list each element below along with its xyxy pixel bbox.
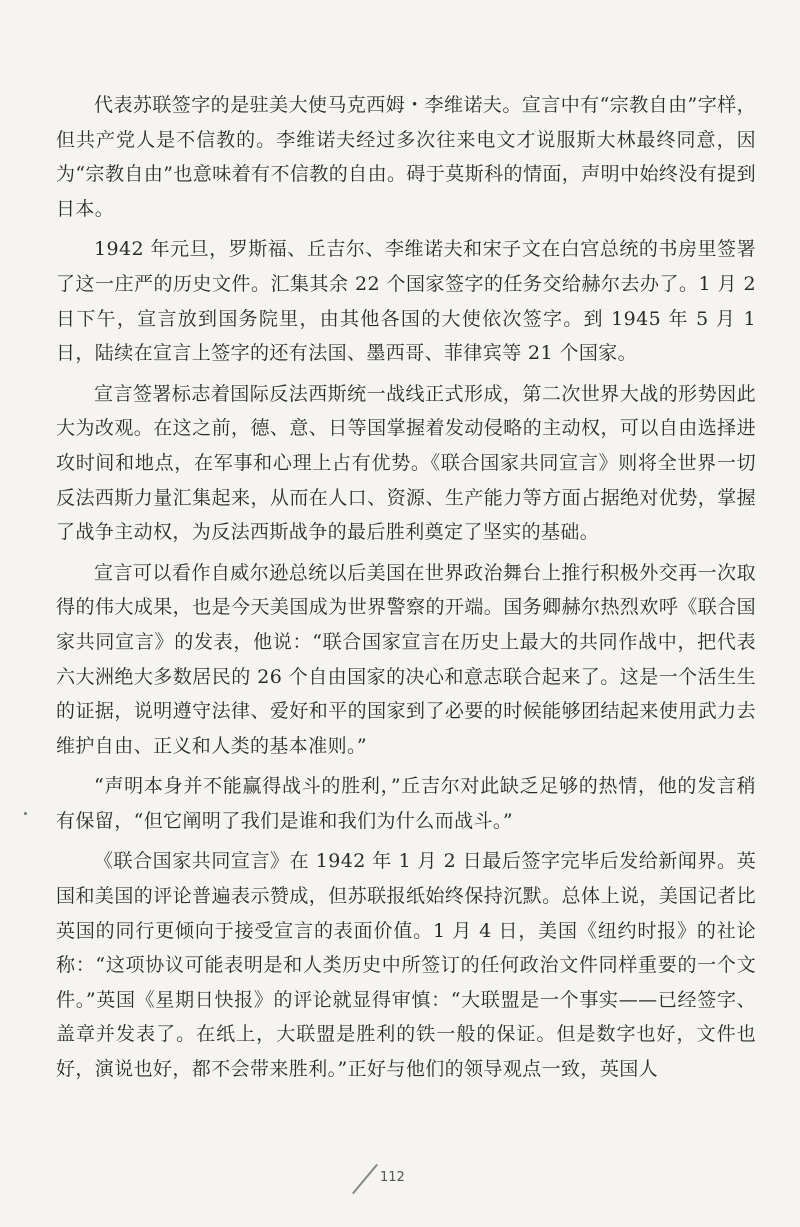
paragraph: 宣言可以看作自威尔逊总统以后美国在世界政治舞台上推行积极外交再一次取得的伟大成果，也是今天美国成为世界警察的开端。国务卿赫尔热烈欢呼《联合国家共同宣言》的发表，他说：“联合国家宣言在历史上最大的共同作战中，把代表六大洲绝大多数居民的 26 个自由国家的决心和意志联合起来了。这是一个活生生的证据，说明遵守法律、爱好和平的国家到了必要的时候能够团结起来使用武力去维护自由、正义和人类的基本准则。” bbox=[56, 561, 756, 757]
paragraph: 宣言签署标志着国际反法西斯统一战线正式形成，第二次世界大战的形势因此大为改观。在这之前，德、意、日等国掌握着发动侵略的主动权，可以自由选择进攻时间和地点，在军事和心理上占有优势。《联合国家共同宣言》则将全世界一切反法西斯力量汇集起来，从而在人口、资源、生产能力等方面占据绝对优势，掌握了战争主动权，为反法西斯战争的最后胜利奠定了坚实的基础。 bbox=[56, 382, 756, 544]
page-number-slash-decoration bbox=[352, 1164, 378, 1194]
paragraph: 《联合国家共同宣言》在 1942 年 1 月 2 日最后签字完毕后发给新闻界。英国和美国的评论普遍表示赞成，但苏联报纸始终保持沉默。总体上说，美国记者比英国的同行更倾向于接受宣言的表面价值。1 月 4 日，美国《纽约时报》的社论称：“这项协议可能表明是和人类历史中所签订的任何政治文件同样重要的一个文件。”英国《星期日快报》的评论就显得审慎：“大联盟是一个事实——已经签字、盖章并发表了。在纸上，大联盟是胜利的铁一般的保证。但是数字也好，文件也好，演说也好，都不会带来胜利。”正好与他们的领导观点一致，英国人 bbox=[56, 850, 756, 1081]
paragraph: 代表苏联签字的是驻美大使马克西姆・李维诺夫。宣言中有“宗教自由”字样，但共产党人是不信教的。李维诺夫经过多次往来电文才说服斯大林最终同意，因为“宗教自由”也意味着有不信教的自由。碍于莫斯科的情面，声明中始终没有提到日本。 bbox=[56, 94, 756, 220]
page-number: 112 bbox=[380, 1170, 405, 1185]
page-body bbox=[56, 88, 756, 1093]
page-footer bbox=[0, 1156, 800, 1196]
paragraph: “声明本身并不能赢得战斗的胜利，”丘吉尔对此缺乏足够的热情，他的发言稍有保留，“但它阐明了我们是谁和我们为什么而战斗。” bbox=[56, 775, 756, 832]
scan-speck bbox=[24, 812, 27, 815]
paragraph: 1942 年元旦，罗斯福、丘吉尔、李维诺夫和宋子文在白宫总统的书房里签署了这一庄严的历史文件。汇集其余 22 个国家签字的任务交给赫尔去办了。1 月 2 日下午，宣言放到国务院里，由其他各国的大使依次签字。到 1945 年 5 月 1 日，陆续在宣言上签字的还有法国、墨西哥、菲律宾等 21 个国家。 bbox=[56, 238, 756, 365]
